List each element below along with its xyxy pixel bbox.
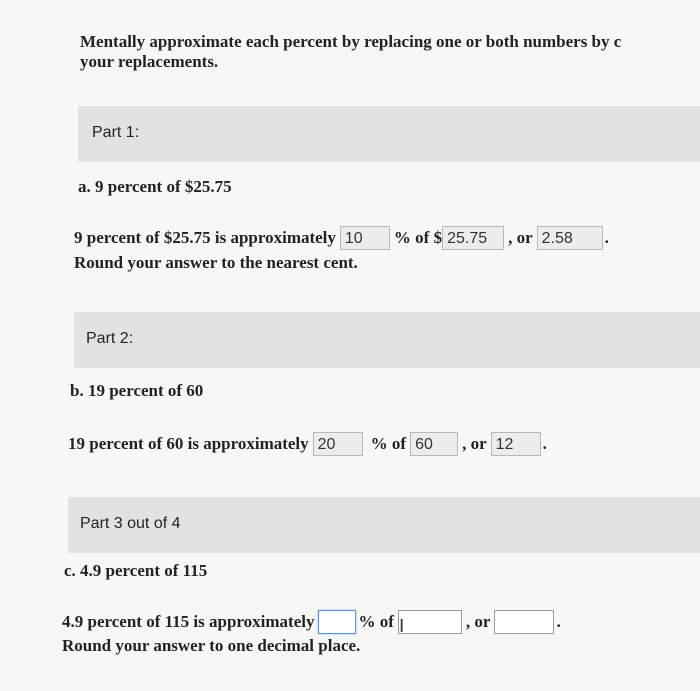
joiner-c-or: , or — [465, 612, 491, 631]
part-3-label: Part 3 out of 4 — [80, 515, 181, 532]
text-cursor-icon: I — [399, 616, 405, 637]
trailing-a: . — [604, 228, 609, 247]
instructions-line-1: Mentally approximate each percent by replacing one or both numbers by c — [80, 32, 622, 51]
question-b-prefix: 19 percent of 60 is approximately — [68, 434, 309, 453]
question-c-rounding-note: Round your answer to one decimal place. — [62, 636, 361, 655]
answer-c-percent[interactable] — [318, 610, 356, 634]
question-c-prefix: 4.9 percent of 115 is approximately — [62, 612, 315, 631]
answer-b-percent[interactable]: 20 — [313, 432, 363, 456]
joiner-c-percent-of: % of — [358, 612, 394, 631]
answer-a-result[interactable]: 2.58 — [537, 226, 603, 250]
part-2-label: Part 2: — [86, 330, 134, 347]
question-b-sentence — [68, 432, 547, 456]
part-1-header — [78, 106, 700, 162]
part-2-header — [74, 312, 700, 368]
answer-b-base[interactable]: 60 — [410, 432, 458, 456]
joiner-a-percent-of: % of $ — [393, 228, 443, 247]
question-a-title: a. 9 percent of $25.75 — [78, 177, 232, 196]
question-c-title: c. 4.9 percent of 115 — [64, 561, 208, 580]
answer-a-percent[interactable]: 10 — [340, 226, 390, 250]
trailing-c: . — [556, 612, 561, 631]
joiner-b-or: , or — [462, 434, 487, 453]
question-a-rounding-note: Round your answer to the nearest cent. — [74, 253, 358, 272]
question-a-prefix: 9 percent of $25.75 is approximately — [74, 228, 336, 247]
answer-c-result[interactable] — [494, 610, 554, 634]
answer-a-base[interactable]: 25.75 — [442, 226, 504, 250]
answer-b-result[interactable]: 12 — [491, 432, 541, 456]
question-b-title: b. 19 percent of 60 — [70, 381, 204, 400]
joiner-b-percent-of: % of — [370, 434, 407, 453]
trailing-b: . — [542, 434, 547, 453]
joiner-a-or: , or — [508, 228, 533, 247]
instructions-line-2: your replacements. — [80, 52, 219, 71]
answer-c-base[interactable] — [398, 610, 462, 634]
part-1-label: Part 1: — [92, 124, 140, 141]
question-a-sentence — [74, 226, 609, 250]
part-3-header — [68, 497, 700, 553]
question-c-sentence — [62, 610, 561, 634]
